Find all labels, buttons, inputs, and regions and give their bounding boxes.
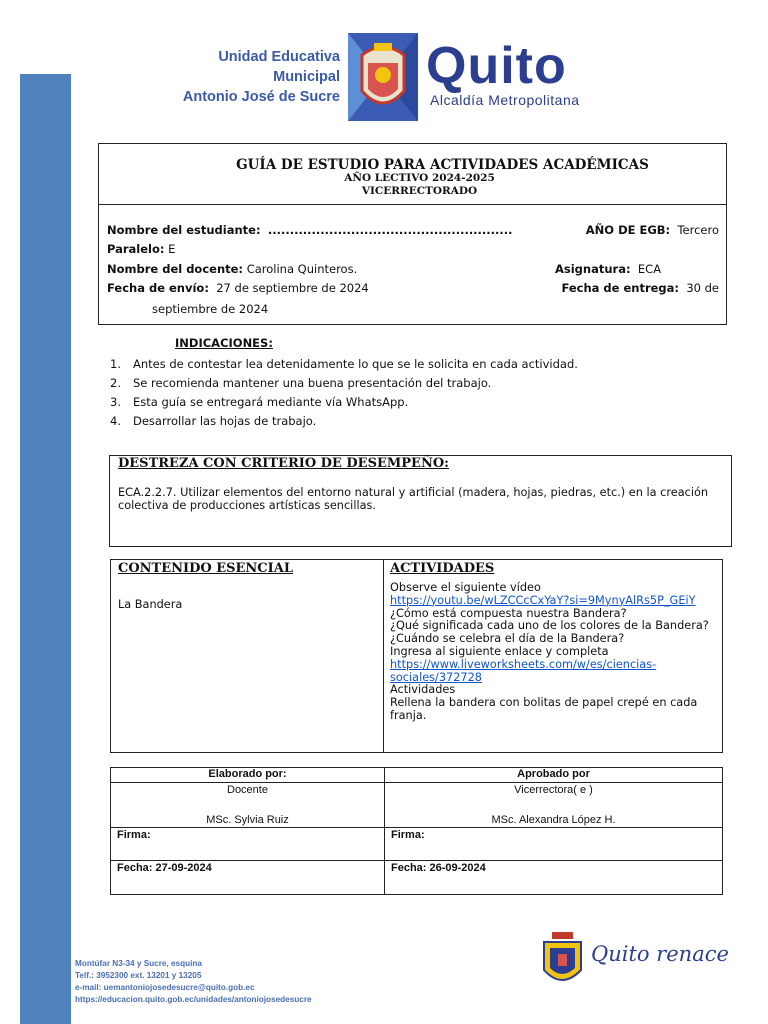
subject-label: Asignatura: [555, 262, 631, 276]
guide-title-section [99, 144, 726, 205]
quito-logo-text: Quito [426, 37, 567, 95]
footer-contact [75, 958, 312, 1006]
approved-signature-label: Firma: [391, 829, 425, 841]
list-item: 3. Esta guía se entregará mediante vía WhatsApp. [110, 395, 409, 409]
activity-line: ¿Qué significada cada uno de los colores de la Bandera? [390, 619, 709, 633]
egb-label: AÑO DE EGB: [585, 223, 671, 237]
student-name-label: Nombre del estudiante: [107, 223, 261, 237]
essential-content-text: La Bandera [118, 598, 183, 611]
department: VICERRECTORADO [361, 185, 478, 197]
guide-title: GUÍA DE ESTUDIO PARA ACTIVIDADES ACADÉMICAS [236, 157, 649, 173]
made-by-role: Docente [227, 784, 268, 796]
activity-line: ¿Cuándo se celebra el día de la Bandera? [390, 632, 625, 646]
made-date: Fecha: 27-09-2024 [117, 862, 212, 874]
sent-date-label: Fecha de envío: [107, 281, 209, 295]
due-date-value: 30 de [686, 281, 719, 295]
column-divider [383, 560, 384, 752]
teacher-label: Nombre del docente: [107, 262, 244, 276]
skill-text: ECA.2.2.7. Utilizar elementos del entorno natural y artificial (madera, hojas, piedras, etc.) en la creación colectiva de producciones artísticas sencillas. [118, 486, 709, 512]
teacher-row [107, 262, 357, 276]
quito-crest-icon [348, 33, 418, 121]
student-name-blank: ........................................................ [267, 223, 513, 237]
activity-line: ¿Cómo está compuesta nuestra Bandera? [390, 606, 627, 620]
paralelo-value: E [168, 242, 176, 256]
quito-renace-slogan: Quito renace [591, 942, 729, 966]
made-by-name: MSc. Sylvia Ruiz [206, 814, 289, 826]
subject-value: ECA [637, 262, 662, 276]
footer-website: https://educacion.quito.gob.ec/unidades/antoniojosedesucre [75, 995, 312, 1004]
footer-phone: Telf.: 3952300 ext. 13201 y 13205 [75, 971, 202, 980]
teacher-value: Carolina Quinteros. [246, 262, 358, 276]
activity-line: Actividades [390, 683, 456, 697]
egb-value: Tercero [677, 223, 719, 237]
egb-row [586, 223, 719, 237]
made-by-header: Elaborado por: [208, 768, 287, 780]
worksheet-link[interactable]: https://www.liveworksheets.com/w/es/ciencias-sociales/372728 [390, 657, 657, 684]
quito-logo-subtitle: Alcaldía Metropolitana [430, 92, 580, 108]
content-activities-table [110, 559, 723, 753]
school-year: AÑO LECTIVO 2024-2025 [344, 172, 495, 184]
row-divider [111, 827, 722, 828]
school-name-line2: Antonio José de Sucre [182, 89, 340, 105]
guide-header-box [98, 143, 727, 325]
list-item: 2. Se recomienda mantener una buena presentación del trabajo. [110, 376, 492, 390]
school-name [150, 47, 340, 107]
footer-address: Montúfar N3-34 y Sucre, esquina [75, 959, 202, 968]
list-item: 1. Antes de contestar lea detenidamente lo que se le solicita en cada actividad. [110, 357, 578, 371]
due-date-continuation: septiembre de 2024 [152, 302, 269, 316]
approved-by-header: Aprobado por [517, 768, 590, 780]
made-signature-label: Firma: [117, 829, 151, 841]
footer-email: e-mail: uemantoniojosedesucre@quito.gob.ec [75, 983, 255, 992]
subject-row [555, 262, 661, 276]
activity-line: Observe el siguiente vídeo [390, 581, 541, 594]
approval-table [110, 767, 723, 895]
side-stripe [20, 74, 71, 1024]
sent-date-row [107, 281, 369, 295]
student-name-row [107, 223, 513, 237]
row-divider [111, 860, 722, 861]
activity-line: Ingresa al siguiente enlace y completa [390, 644, 609, 658]
paralelo-row [107, 242, 175, 256]
paralelo-label: Paralelo: [107, 242, 165, 256]
activities-heading: ACTIVIDADES [390, 561, 495, 576]
approved-by-role: Vicerrectora( e ) [514, 784, 593, 796]
indications-title: INDICACIONES: [175, 336, 273, 350]
indications-list [110, 355, 578, 431]
due-date-label: Fecha de entrega: [561, 281, 680, 295]
school-name-line1: Unidad Educativa Municipal [218, 49, 340, 85]
video-link[interactable]: https://youtu.be/wLZCCcCxYaY?si=9MynyAlRs5P_GEiY [390, 593, 696, 607]
due-date-row [561, 281, 719, 295]
approved-by-name: MSc. Alexandra López H. [491, 814, 616, 826]
row-divider [111, 782, 722, 783]
skill-box [109, 455, 732, 547]
essential-content-heading: CONTENIDO ESENCIAL [118, 561, 293, 576]
skill-heading: DESTREZA CON CRITERIO DE DESEMPEÑO: [118, 456, 449, 471]
sent-date-value: 27 de septiembre de 2024 [216, 281, 369, 295]
approved-date: Fecha: 26-09-2024 [391, 862, 486, 874]
list-item: 4. Desarrollar las hojas de trabajo. [110, 414, 317, 428]
activity-line: Rellena la bandera con bolitas de papel crepé en cada franja. [390, 696, 698, 722]
activities-body [390, 582, 718, 723]
footer-crest-icon [540, 932, 585, 988]
